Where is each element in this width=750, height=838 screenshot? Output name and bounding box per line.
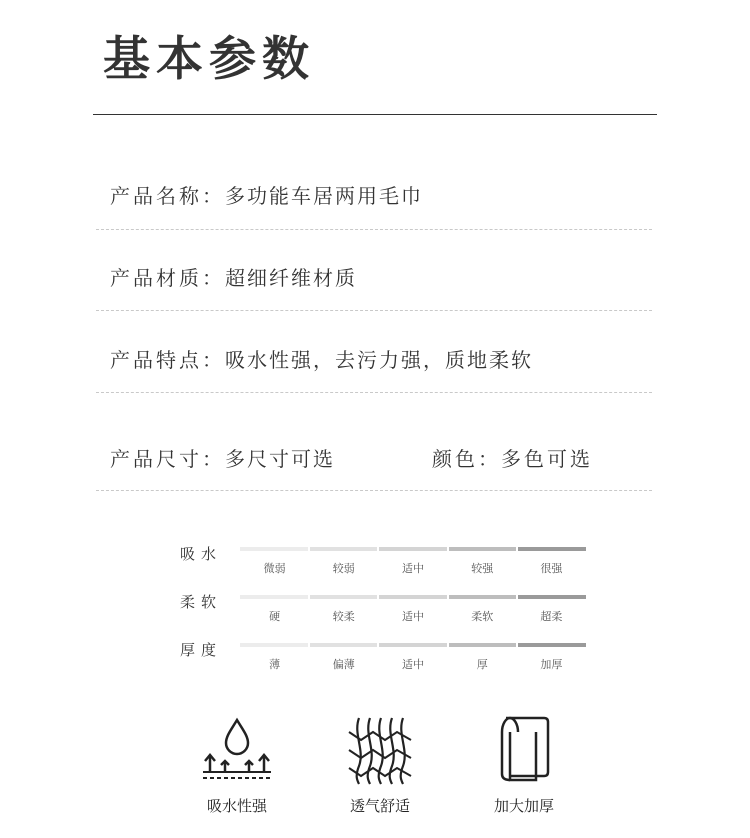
rating-segment [240,547,308,551]
rating-tick: 较弱 [332,562,355,575]
param-divider [96,310,652,311]
rating-segment [240,643,308,647]
feature-label-thick: 加大加厚 [493,797,554,815]
rating-ticks-softness [240,608,586,624]
rating-segment [310,547,378,551]
rating-tick: 硬 [269,610,281,623]
param-value: 吸水性强，去污力强，质地柔软 [225,348,533,372]
param-value: 超细纤维材质 [225,266,357,290]
param-value: 多功能车居两用毛巾 [225,184,423,208]
title-divider [93,114,657,115]
rating-segment [379,595,447,599]
rating-segment [449,643,517,647]
rating-segment [449,595,517,599]
param-value: 多色可选 [501,447,593,471]
water-absorb-icon [200,716,274,782]
param-label: 产品尺寸： [110,447,225,471]
param-color [432,443,593,472]
rating-tick: 厚 [476,658,488,671]
param-size [110,443,335,472]
rating-bar-thickness [240,643,586,647]
rating-segment [518,547,586,551]
param-features [110,344,533,373]
rating-label-softness: 柔软 [180,593,223,611]
rating-tick: 偏薄 [332,658,355,671]
param-material [110,262,357,291]
rating-tick: 适中 [402,610,424,623]
feature-label-breathable: 透气舒适 [349,797,410,815]
rating-segment [240,595,308,599]
rating-segment [310,643,378,647]
rating-ticks-absorbency [240,560,586,576]
rating-label-absorbency: 吸水 [180,545,223,563]
param-product-name [110,180,423,209]
rating-segment [449,547,517,551]
param-value: 多尺寸可选 [225,447,335,471]
rating-segment [518,595,586,599]
rating-label-thickness: 厚度 [180,641,223,659]
rating-tick: 适中 [402,562,424,575]
param-label: 颜色： [432,447,501,471]
rating-segment [518,643,586,647]
rating-tick: 微弱 [263,562,286,575]
rating-tick: 超柔 [540,610,563,623]
param-label: 产品材质： [110,266,225,290]
rating-tick: 很强 [540,562,563,575]
rating-tick: 适中 [402,658,424,671]
rating-segment [310,595,378,599]
breathable-fabric-icon [345,714,415,786]
param-label: 产品特点： [110,348,225,372]
param-divider [96,229,652,230]
param-divider [96,490,652,491]
rating-bar-absorbency [240,547,586,551]
rating-tick: 柔软 [471,610,494,623]
rating-tick: 薄 [269,658,281,671]
rating-segment [379,547,447,551]
rating-bar-softness [240,595,586,599]
rating-tick: 较柔 [332,610,355,623]
rating-tick: 加厚 [540,658,563,671]
param-label: 产品名称： [110,184,225,208]
rating-ticks-thickness [240,656,586,672]
page-title: 基本参数 [103,32,315,87]
thick-towel-icon [492,714,556,784]
feature-label-absorbent: 吸水性强 [206,797,267,815]
rating-segment [379,643,447,647]
param-divider [96,392,652,393]
rating-tick: 较强 [471,562,494,575]
